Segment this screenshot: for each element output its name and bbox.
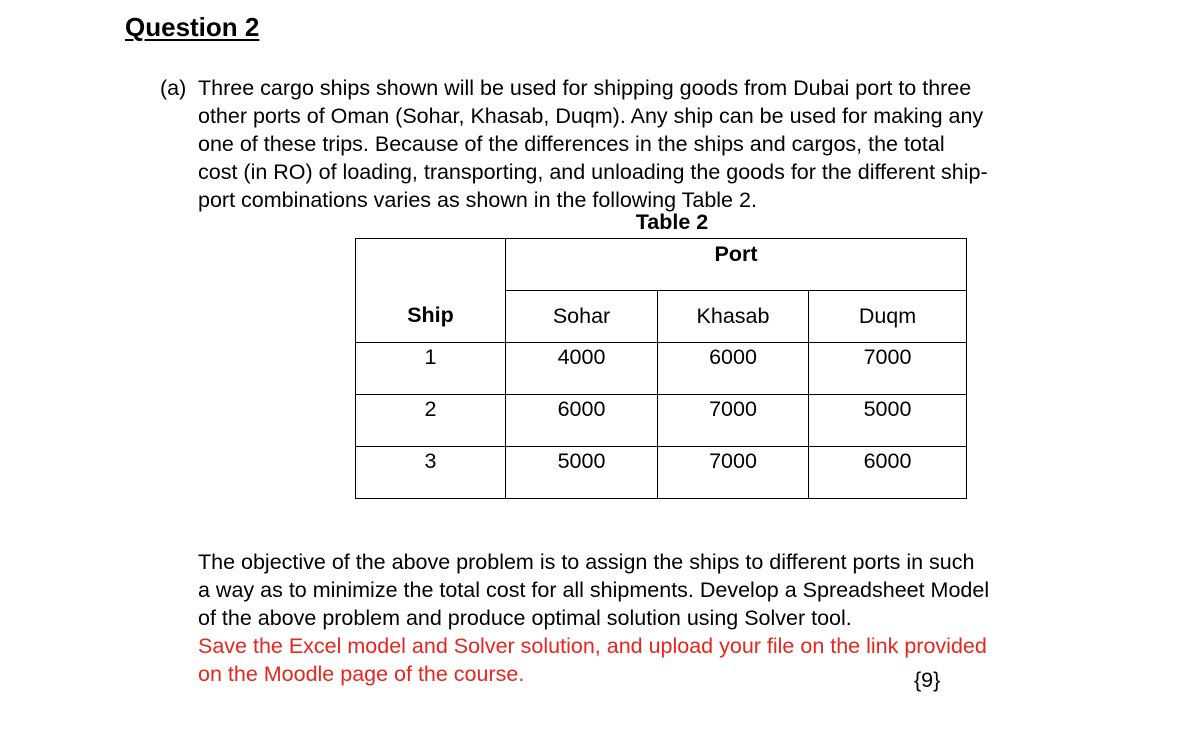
table-group-header-row [356,239,967,291]
column-header-khasab: Khasab [658,291,809,343]
upload-instruction-line: Save the Excel model and Solver solution, and upload your file on the link provided [198,634,987,658]
ship-cell: 2 [356,395,506,447]
objective-line: a way as to minimize the total cost for all shipments. Develop a Spreadsheet Model [198,578,990,602]
column-header-duqm: Duqm [809,291,967,343]
question-heading: Question 2 [125,12,260,42]
port-group-header: Port [506,239,967,291]
objective-line: The objective of the above problem is to assign the ships to different ports in such [198,550,975,574]
part-a-line [160,74,1064,102]
table-caption: Table 2 [635,210,709,234]
table-row [356,395,967,447]
cost-cell: 7000 [658,395,809,447]
cost-cell: 4000 [506,343,658,395]
cost-cell: 5000 [506,447,658,499]
cost-cell: 6000 [506,395,658,447]
marks-label: {9} [914,668,941,692]
table-row [356,447,967,499]
part-a-label: (a) [160,76,187,100]
ship-column-header [356,239,506,343]
upload-instruction-line: on the Moodle page of the course. [198,662,525,686]
cost-cell: 7000 [658,447,809,499]
part-a-paragraph [160,74,1064,214]
ship-column-header-text: Ship [407,303,454,327]
cost-cell: 6000 [809,447,967,499]
part-a-line: other ports of Oman (Sohar, Khasab, Duqm). Any ship can be used for making any [198,104,984,128]
table-row [356,343,967,395]
cost-cell: 6000 [658,343,809,395]
cost-cell: 7000 [809,343,967,395]
objective-line: of the above problem and produce optimal solution using Solver tool. [198,606,852,630]
part-a-line: cost (in RO) of loading, transporting, and unloading the goods for the different ship- [198,160,988,184]
ship-cell: 3 [356,447,506,499]
cost-table [355,238,967,499]
cost-cell: 5000 [809,395,967,447]
part-a-line: one of these trips. Because of the differences in the ships and cargos, the total [198,132,945,156]
column-header-sohar: Sohar [506,291,658,343]
part-a-line: port combinations varies as shown in the following Table 2. [198,188,757,212]
ship-cell: 1 [356,343,506,395]
part-a-line-text: Three cargo ships shown will be used for shipping goods from Dubai port to three [198,76,972,100]
